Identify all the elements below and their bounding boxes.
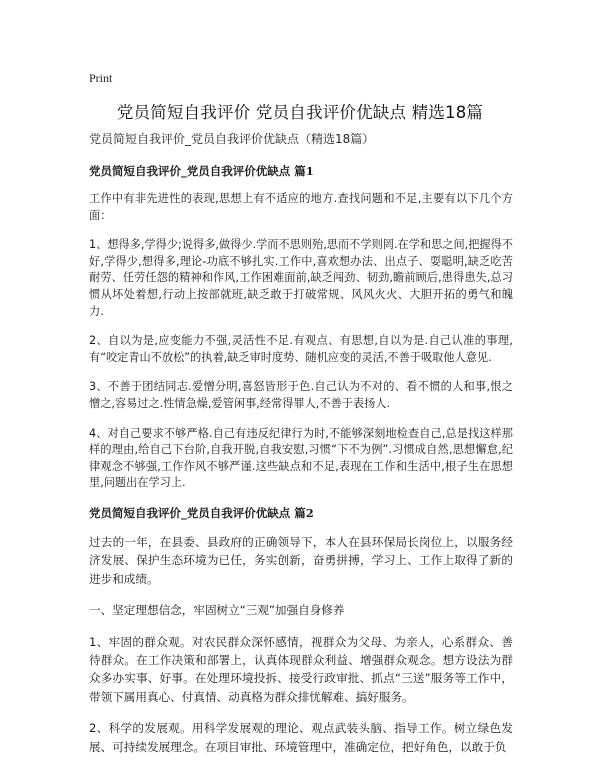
paragraph: 2、科学的发展观。用科学发展观的理论、观点武装头脑、指导工作。树立绿色发展、可持续发展理念。在项目审批、环境管理中，准确定位，把好角色，以敢于负	[89, 721, 513, 754]
paragraph: 2、自以为是,应变能力不强,灵活性不足.有观点、有思想,自以为是.自己认准的事理,有“咬定青山不放松”的执着,缺乏审时度势、随机应变的灵活,不善于吸取他人意见.	[89, 334, 513, 364]
section-heading: 党员简短自我评价_党员自我评价优缺点 篇2	[89, 505, 314, 520]
paragraph: 1、牢固的群众观。对农民群众深怀感情，视群众为父母、为亲人，心系群众、善待群众。在工作决策和部署上，认真体现群众利益、增强群众观念。想方设法为群众多办实事、好事。在处理环境投拆、接受行政审批、抓点“三送”服务等工作中，带领下属用真心、付真情、动真格为群众排忧解难、搞好服务。	[89, 634, 513, 704]
document-title: 党员简短自我评价 党员自我评价优缺点 精选18篇	[116, 103, 484, 122]
paragraph: 过去的一年，在县委、县政府的正确领导下，本人在县环保局长岗位上，以服务经济发展、保护生态环境为已任，务实创新，奋勇拼搏，学习上、工作上取得了新的进步和成绩。	[89, 534, 513, 586]
document-body	[89, 163, 513, 769]
document-subtitle: 党员简短自我评价_党员自我评价优缺点（精选18篇）	[89, 132, 375, 146]
paragraph: 工作中有非先进性的表现,思想上有不适应的地方.查找问题和不足,主要有以下几个方面：	[89, 192, 513, 222]
paragraph: 3、不善于团结同志.爱憎分明,喜怒皆形于色.自己认为不对的、看不惯的人和事,恨之憎之,容易过之.性情急燥,爱管闲事,经常得罪人,不善于表扬人.	[89, 380, 513, 410]
print-label: Print	[89, 71, 113, 85]
section-2	[89, 505, 513, 756]
paragraph: 1、想得多,学得少;说得多,做得少.学而不思则殆,思而不学则罔.在学和思之间,把握得不好,学得少,想得多,理论-功底不够扎实.工作中,喜欢想办法、出点子、耍聪明,缺乏吃苦耐劳、任劳任怨的精神和作风,工作困难面前,缺乏闯劲、韧劲,瞻前顾后,患得患失,总习惯从坏处着想,行动上按部就班,缺乏敢于打破常规、风风火火、大胆开拓的勇气和魄力.	[89, 238, 513, 318]
paragraph: 一、坚定理想信念，牢固树立“三观”加强自身修养	[89, 603, 345, 618]
section-heading: 党员简短自我评价_党员自我评价优缺点 篇1	[89, 164, 314, 178]
section-1	[89, 163, 513, 492]
paragraph: 4、对自己要求不够严格.自己有违反纪律行为时,不能够深刻地检查自己,总是找这样那样的理由,给自己下台阶,自我开脱,自我安慰,习惯“下不为例”.习惯成自然,思想懈怠,纪律观念不够强,工作作风不够严谨.这些缺点和不足,表现在工作和生活中,根子生在思想里,问题出在学习上.	[89, 426, 513, 490]
